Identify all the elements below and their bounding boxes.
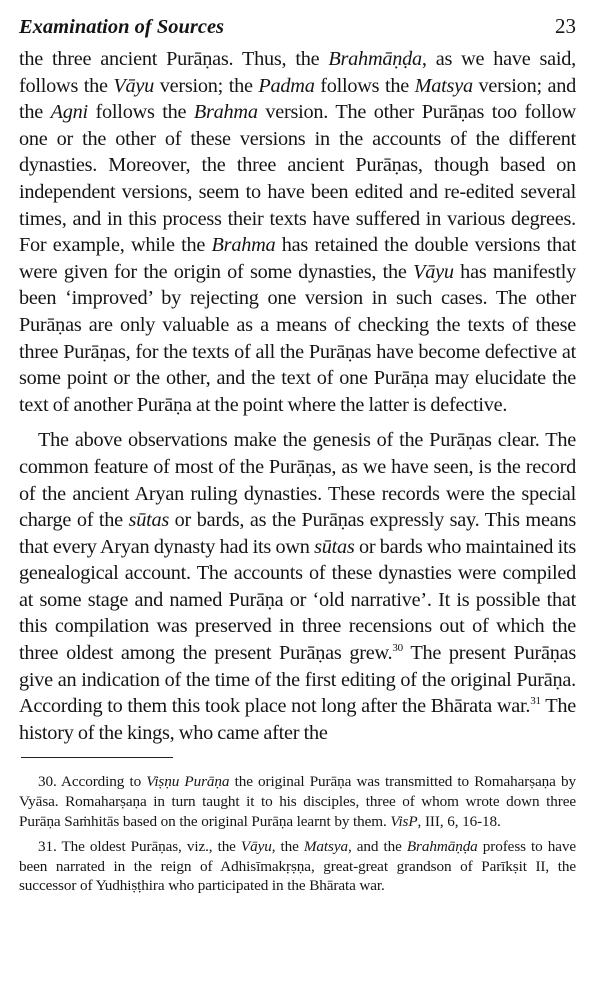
text-run: , as we have said, follows the bbox=[19, 48, 576, 97]
page-header bbox=[19, 14, 576, 44]
italic-title: Viṣṇu Purāṇa bbox=[146, 773, 230, 791]
text-run: the three ancient Purāṇas. Thus, the bbox=[19, 48, 329, 70]
italic-title: Brahma bbox=[193, 101, 258, 124]
text-run: , the bbox=[271, 837, 304, 855]
italic-title: Matsya bbox=[414, 74, 473, 97]
text-run: the original Purāṇa was transmitted to Romaharṣaṇa by Vyāsa. Romaharṣaṇa in turn taught it to his disciples, three of whom wrote down three Purāṇa Saṁhitās based on the original Purāṇa learnt by them. bbox=[19, 773, 576, 831]
text-run: follows the bbox=[314, 74, 415, 97]
italic-term: sūtas bbox=[314, 535, 355, 558]
text-run: 30. According to bbox=[38, 773, 147, 791]
body-text bbox=[19, 46, 576, 746]
footnote-ref-31[interactable]: 31 bbox=[530, 695, 541, 708]
text-run: , III, 6, 16-18. bbox=[417, 813, 501, 831]
text-run: or bards, as the Purāṇas expressly say. This means that every Aryan dynasty had its own bbox=[19, 509, 576, 558]
italic-title: Vāyu bbox=[113, 74, 155, 97]
text-run: profess to have been narrated in the reign of Adhisīmakṛṣṇa, great-great grandson of Parīkṣit II, the successor of Yudhiṣṭhira who participated in the Bhārata war. bbox=[19, 837, 577, 895]
text-run: version; the bbox=[154, 74, 259, 97]
text-run: has retained the double versions that were given for the origin of some dynasties, the bbox=[19, 234, 576, 283]
footnote-30 bbox=[19, 772, 576, 831]
italic-title: Brahmāṇḍa bbox=[328, 48, 422, 70]
text-run: 31. The oldest Purāṇas, viz., the bbox=[38, 837, 241, 855]
italic-title: Brahma bbox=[211, 234, 276, 257]
italic-term: sūtas bbox=[128, 509, 169, 532]
text-run: follows the bbox=[87, 101, 194, 124]
italic-abbrev: VisP bbox=[390, 813, 418, 831]
italic-title: Agni bbox=[50, 101, 88, 124]
text-run: The present Purāṇas give an indication of the time of the first editing of the original Purāṇa. According to them this took place not long after the Bhārata war. bbox=[19, 642, 577, 718]
italic-title: Matsya bbox=[303, 837, 348, 855]
footnote-ref-30[interactable]: 30 bbox=[392, 642, 403, 655]
footnote-divider bbox=[21, 757, 173, 758]
text-run: , and the bbox=[348, 837, 407, 855]
text-run: The history of the kings, who came after the bbox=[19, 695, 576, 744]
text-run: The above observations make the genesis of the Purāṇas clear. The common feature of most of the Purāṇas, as we have seen, is the record of the ancient Aryan ruling dynasties. These records were the special charge of the bbox=[19, 429, 576, 532]
text-run: version. The other Purāṇas too follow one or the other of these versions in the accounts of the different dynasties. Moreover, the three ancient Purāṇas, though based on independent versions, seem to have been edited and re-edited several times, and in this process their texts have suffered in various degrees. For example, while the bbox=[19, 101, 576, 257]
page-number: 23 bbox=[555, 14, 576, 38]
italic-title: Brahmāṇḍa bbox=[406, 837, 478, 855]
text-run: or bards who maintained its genealogical account. The accounts of these dynasties were compiled at some stage and named Purāṇa or ‘old narrative’. It is possible that this compilation was preserved in three recensions out of which the three oldest among the present Purāṇas grew. bbox=[19, 535, 576, 665]
paragraph-2 bbox=[19, 427, 576, 746]
footnote-31 bbox=[19, 837, 576, 896]
text-run: has manifestly been ‘improved’ by rejecting one version in such cases. The other Purāṇas are only valuable as a means of checking the texts of these three Purāṇas, for the texts of all the Purāṇas have become defective at some point or the other, and the text of one Purāṇa may elucidate the text of another Purāṇa at the point where the latter is defective. bbox=[19, 260, 576, 416]
paragraph-1 bbox=[19, 46, 576, 418]
footnotes bbox=[19, 772, 576, 896]
running-head: Examination of Sources bbox=[19, 16, 225, 38]
text-run: version; and the bbox=[19, 74, 577, 124]
italic-title: Vāyu bbox=[413, 260, 454, 283]
italic-title: Vāyu bbox=[240, 837, 272, 855]
italic-title: Padma bbox=[258, 74, 315, 97]
